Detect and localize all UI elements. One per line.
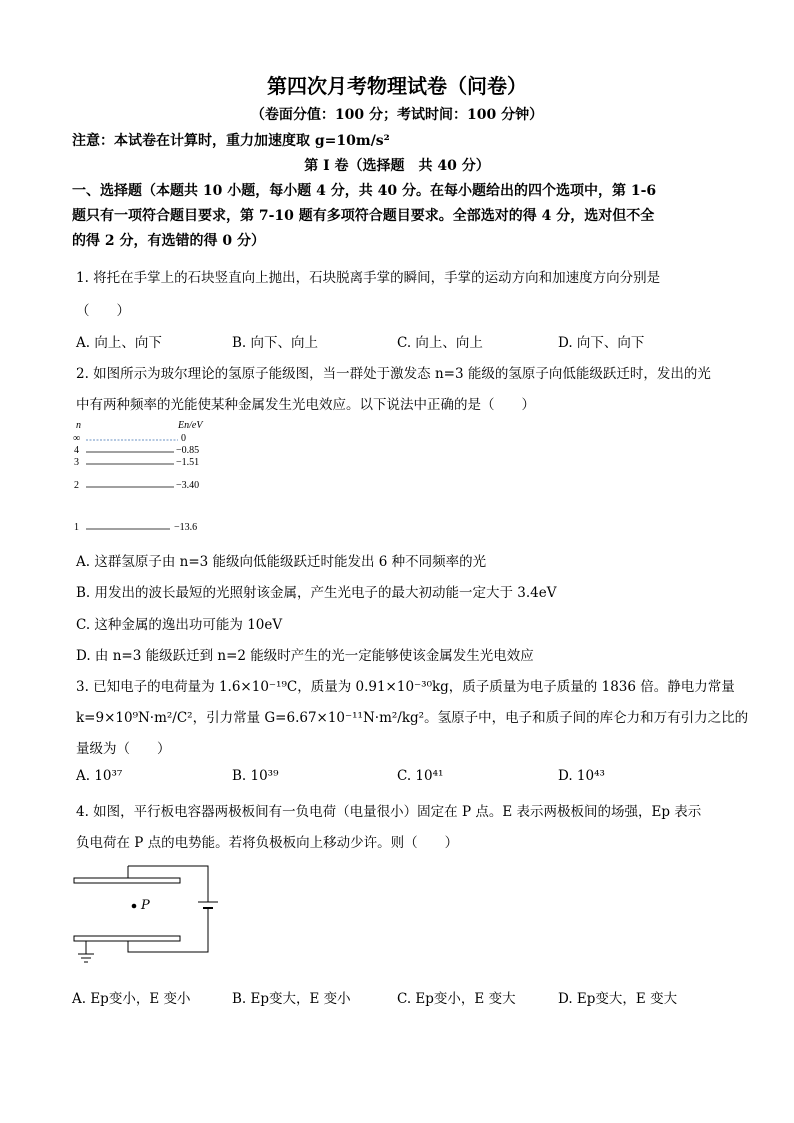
q3-option-c: C. 10⁴¹	[397, 768, 444, 784]
exam-info: （卷面分值：100 分；考试时间：100 分钟）	[250, 107, 544, 123]
point-p-label: P	[141, 898, 150, 913]
q3-stem-line-2: k=9×10⁹N·m²/C²，引力常量 G=6.67×10⁻¹¹N·m²/kg²。氢原子中，电子和质子间的库仑力和万有引力之比的	[76, 710, 749, 726]
q1-option-d: D. 向下、向下	[558, 335, 645, 351]
capacitor-diagram	[68, 862, 228, 974]
q2-option-c: C. 这种金属的逸出功可能为 10eV	[76, 617, 283, 633]
q3-stem-line-3: 量级为（ ）	[76, 741, 171, 757]
level-n-1: 1	[74, 522, 79, 533]
q1-option-b: B. 向下、向上	[232, 335, 319, 351]
bottom-plate	[74, 936, 180, 941]
q1-option-a: A. 向上、向下	[76, 335, 162, 351]
instructions-line-3: 的得 2 分，有选错的得 0 分）	[72, 233, 265, 249]
q2-option-a: A. 这群氢原子由 n=3 能级向低能级跃迁时能发出 6 种不同频率的光	[76, 554, 487, 570]
q2-stem-line-2: 中有两种频率的光能使某种金属发生光电效应。以下说法中正确的是（ ）	[76, 397, 535, 413]
level-n-infinity: ∞	[73, 433, 81, 444]
level-e-2: −3.40	[176, 480, 200, 491]
q3-option-d: D. 10⁴³	[558, 768, 605, 784]
q1-stem: 1. 将托在手掌上的石块竖直向上抛出，石块脱离手掌的瞬间，手掌的运动方向和加速度方向分别是	[76, 270, 661, 286]
q3-option-a: A. 10³⁷	[76, 768, 123, 784]
q4-option-b: B. Ep变大，E 变小	[232, 991, 351, 1007]
level-n-2: 2	[74, 480, 79, 491]
level-n-3: 3	[74, 457, 79, 468]
q4-stem-line-1: 4. 如图，平行板电容器两极板间有一负电荷（电量很小）固定在 P 点。E 表示两极板间的场强，Ep 表示	[76, 804, 702, 820]
top-plate	[74, 878, 180, 883]
section-title: 第 I 卷（选择题 共 40 分）	[304, 158, 490, 174]
q1-option-c: C. 向上、向上	[397, 335, 483, 351]
page-title: 第四次月考物理试卷（问卷）	[267, 74, 527, 98]
energy-level-lines	[70, 418, 230, 543]
q2-stem-line-1: 2. 如图所示为玻尔理论的氢原子能级图，当一群处于激发态 n=3 能级的氢原子向低能级跃迁时，发出的光	[76, 366, 711, 382]
energy-axis-label: En/eV	[178, 420, 203, 431]
q4-option-d: D. Ep变大，E 变大	[558, 991, 678, 1007]
q2-option-d: D. 由 n=3 能级跃迁到 n=2 能级时产生的光一定能够使该金属发生光电效应	[76, 648, 534, 664]
q4-option-a: A. Ep变小，E 变小	[72, 991, 191, 1007]
q3-stem-line-1: 3. 已知电子的电荷量为 1.6×10⁻¹⁹C，质量为 0.91×10⁻³⁰kg，质子质量为电子质量的 1836 倍。静电力常量	[76, 679, 735, 695]
level-e-infinity: 0	[181, 433, 186, 444]
wire-bottom	[128, 908, 208, 952]
level-e-3: −1.51	[176, 457, 200, 468]
level-e-1: −13.6	[174, 522, 198, 533]
instructions-line-1: 一、选择题（本题共 10 小题，每小题 4 分，共 40 分。在每小题给出的四个选项中，第 1-6	[72, 183, 657, 199]
q1-blank: （ ）	[76, 303, 130, 319]
energy-level-diagram	[70, 418, 230, 543]
instructions-line-2: 题只有一项符合题目要求，第 7-10 题有多项符合题目要求。全部选对的得 4 分，选对但不全	[72, 208, 655, 224]
level-n-4: 4	[74, 445, 79, 456]
n-axis-label: n	[76, 420, 81, 431]
q3-option-b: B. 10³⁹	[232, 768, 279, 784]
wire-top	[180, 866, 208, 902]
capacitor-circuit	[68, 862, 228, 974]
gravity-note: 注意：本试卷在计算时，重力加速度取 g=10m/s²	[72, 133, 390, 149]
point-p-dot	[132, 904, 137, 909]
q4-option-c: C. Ep变小，E 变大	[397, 991, 516, 1007]
q2-option-b: B. 用发出的波长最短的光照射该金属，产生光电子的最大初动能一定大于 3.4eV	[76, 585, 557, 601]
level-e-4: −0.85	[176, 445, 200, 456]
q4-stem-line-2: 负电荷在 P 点的电势能。若将负极板向上移动少许。则（ ）	[76, 835, 459, 851]
